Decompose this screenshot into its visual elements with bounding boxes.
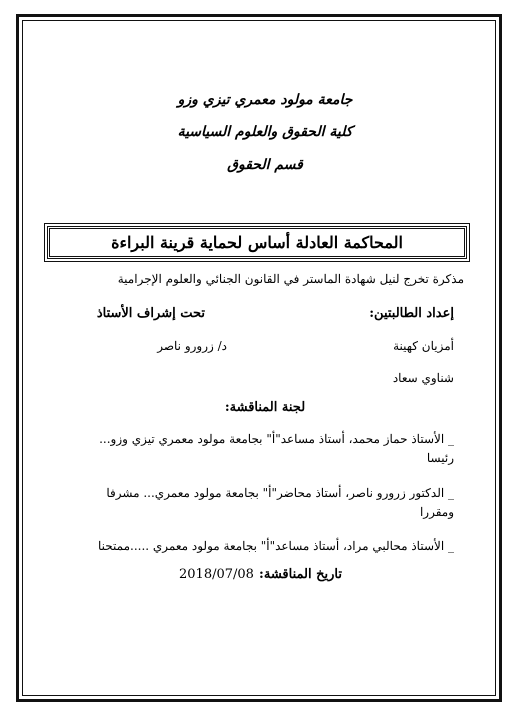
university-name: جامعة مولود معمري تيزي وزو xyxy=(177,92,353,108)
author-name-1: أمزيان كهينة xyxy=(393,339,454,353)
department-name: قسم الحقوق xyxy=(227,157,303,173)
authors-label: إعداد الطالبتين: xyxy=(369,306,454,321)
defense-date-row xyxy=(179,563,342,582)
supervisor-label: تحت إشراف الأستاذ xyxy=(96,306,205,321)
committee-heading: لجنة المناقشة: xyxy=(224,400,306,415)
defense-date: 2018/07/08 xyxy=(179,567,254,582)
defense-date-label: تاريخ المناقشة: xyxy=(259,567,342,582)
thesis-title: المحاكمة العادلة أساس لحماية قرينة البراءة xyxy=(47,226,467,259)
supervisor-name: د/ زرورو ناصر xyxy=(157,339,227,353)
committee-member-3: _ الأستاذ محالبي مراد، أستاذ مساعد"أ" بجامعة مولود معمري .....ممتحنا xyxy=(98,539,454,553)
faculty-name: كلية الحقوق والعلوم السياسية xyxy=(177,124,353,140)
author-name-2: شناوي سعاد xyxy=(392,371,454,385)
thesis-subtitle: مذكرة تخرج لنيل شهادة الماستر في القانون الجنائي والعلوم الإجرامية xyxy=(117,272,464,286)
committee-member-2: _ الدكتور زرورو ناصر، أستاذ محاضر"أ" بجامعة مولود معمري... مشرفا ومقررا xyxy=(106,486,454,519)
committee-member-1: _ الأستاذ حماز محمد، أستاذ مساعد"أ" بجامعة مولود معمري تيزي وزو... رئيسا xyxy=(99,432,454,465)
